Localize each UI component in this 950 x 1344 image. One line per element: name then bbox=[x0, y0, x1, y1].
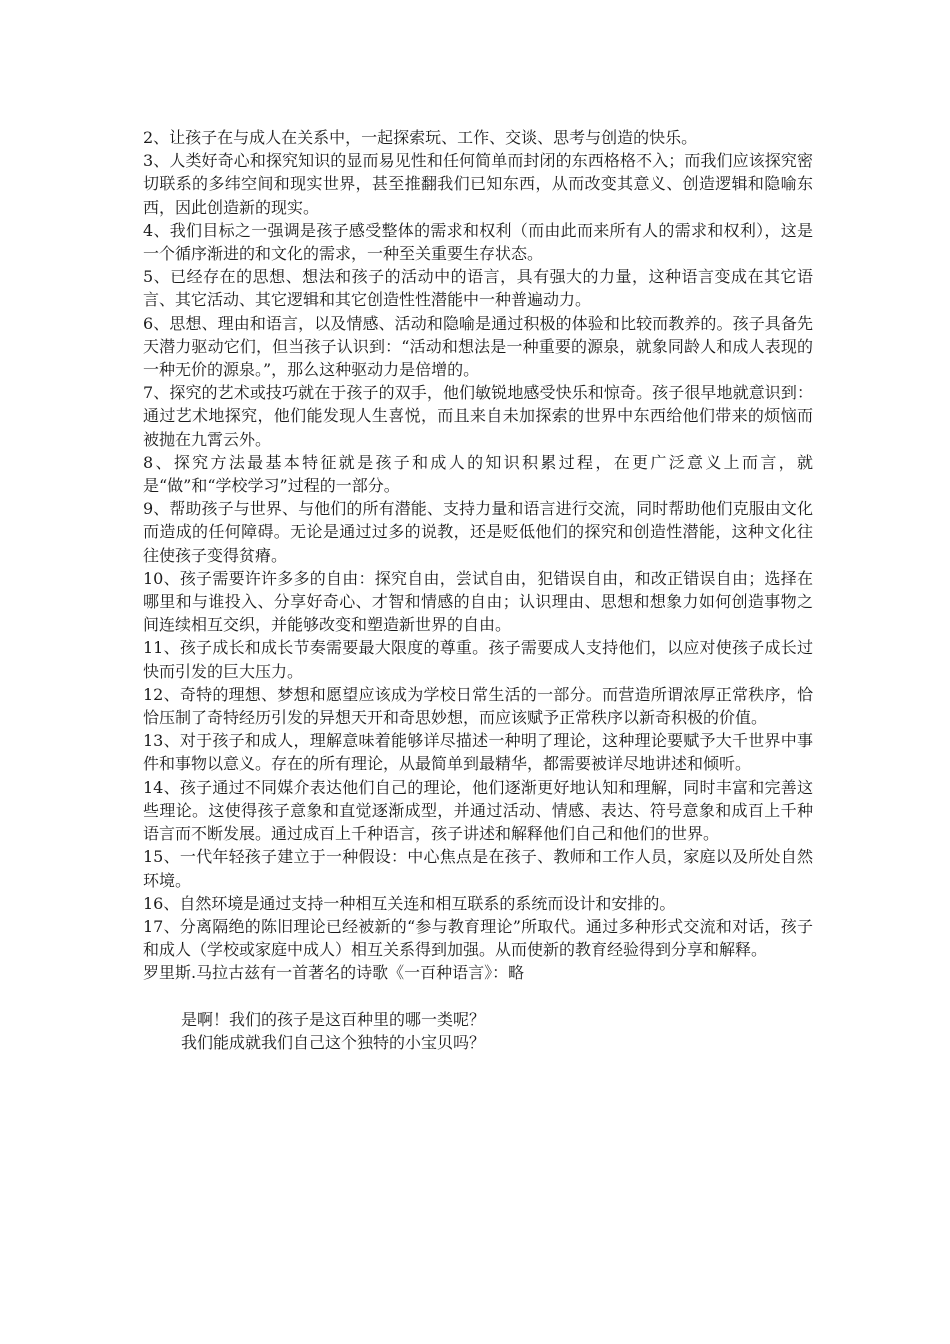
paragraph-17: 17、分离隔绝的陈旧理论已经被新的“参与教育理论”所取代。通过多种形式交流和对话，孩子和成人（学校或家庭中成人）相互关系得到加强。从而使新的教育经验得到分享和解释。 bbox=[143, 916, 813, 960]
paragraph-15: 15、一代年轻孩子建立于一种假设：中心焦点是在孩子、教师和工作人员，家庭以及所处自然环境。 bbox=[143, 847, 813, 890]
closing-line-1: 是啊！我们的孩子是这百种里的哪一类呢？ bbox=[181, 1009, 486, 1029]
paragraph-4: 4、我们目标之一强调是孩子感受整体的需求和权利（而由此而来所有人的需求和权利），这是一个循序渐进的和文化的需求，一种至关重要生存状态。 bbox=[143, 220, 813, 264]
paragraph-6: 6、思想、理由和语言，以及情感、活动和隐喻是通过积极的体验和比较而教养的。孩子具备先天潜力驱动它们，但当孩子认识到：“活动和想法是一种重要的源泉，就象同龄人和成人表现的一种无价的源泉。”，那么这种驱动力是倍增的。 bbox=[143, 313, 813, 380]
paragraph-14: 14、孩子通过不同媒介表达他们自己的理论，他们逐渐更好地认知和理解，同时丰富和完善这些理论。这使得孩子意象和直觉逐渐成型，并通过活动、情感、表达、符号意象和成百上千种语言而不断发展。通过成百上千种语言，孩子讲述和解释他们自己和他们的世界。 bbox=[143, 777, 813, 844]
paragraph-2: 2、让孩子在与成人在关系中，一起探索玩、工作、交谈、思考与创造的快乐。 bbox=[143, 128, 698, 147]
paragraph-8: 8、探究方法最基本特征就是孩子和成人的知识积累过程，在更广泛意义上而言，就是“做”和“学校学习”过程的一部分。 bbox=[143, 452, 813, 496]
paragraph-5: 5、已经存在的思想、想法和孩子的活动中的语言，具有强大的力量，这种语言变成在其它语言、其它活动、其它逻辑和其它创造性性潜能中一种普遍动力。 bbox=[143, 267, 813, 310]
paragraph-13: 13、对于孩子和成人，理解意味着能够详尽描述一种明了理论，这种理论要赋予大千世界中事件和事物以意义。存在的所有理论，从最简单到最精华，都需要被详尽地讲述和倾听。 bbox=[143, 731, 813, 774]
paragraph-9: 9、帮助孩子与世界、与他们的所有潜能、支持力量和语言进行交流，同时帮助他们克服由文化而造成的任何障碍。无论是通过过多的说教，还是贬低他们的探究和创造性潜能，这种文化往往使孩子变得贫瘠。 bbox=[143, 499, 813, 565]
paragraph-10: 10、孩子需要许许多多的自由：探究自由，尝试自由，犯错误自由，和改正错误自由；选择在哪里和与谁投入、分享好奇心、才智和情感的自由；认识理由、思想和想象力如何创造事物之间连续相互交织，并能够改变和塑造新世界的自由。 bbox=[143, 568, 813, 635]
document-body bbox=[143, 126, 813, 1054]
blank-line bbox=[143, 985, 813, 1008]
paragraph-11: 11、孩子成长和成长节奏需要最大限度的尊重。孩子需要成人支持他们，以应对使孩子成长过快而引发的巨大压力。 bbox=[143, 638, 813, 681]
paragraph-12: 12、奇特的理想、梦想和愿望应该成为学校日常生活的一部分。而营造所谓浓厚正常秩序，恰恰压制了奇特经历引发的异想天开和奇思妙想，而应该赋予正常秩序以新奇积极的价值。 bbox=[143, 684, 813, 728]
closing-line-2: 我们能成就我们自己这个独特的小宝贝吗？ bbox=[181, 1032, 486, 1052]
paragraph-3: 3、人类好奇心和探究知识的显而易见性和任何简单而封闭的东西格格不入；而我们应该探究密切联系的多纬空间和现实世界，甚至推翻我们已知东西，从而改变其意义、创造逻辑和隐喻东西，因此创造新的现实。 bbox=[143, 151, 813, 217]
paragraph-7: 7、探究的艺术或技巧就在于孩子的双手，他们敏锐地感受快乐和惊奇。孩子很早地就意识到：通过艺术地探究，他们能发现人生喜悦，而且来自未加探索的世界中东西给他们带来的烦恼而被抛在九霄云外。 bbox=[143, 383, 813, 449]
poem-reference: 罗里斯.马拉古兹有一首著名的诗歌《一百种语言》：略 bbox=[143, 963, 525, 983]
paragraph-16: 16、自然环境是通过支持一种相互关连和相互联系的系统而设计和安排的。 bbox=[143, 893, 676, 913]
